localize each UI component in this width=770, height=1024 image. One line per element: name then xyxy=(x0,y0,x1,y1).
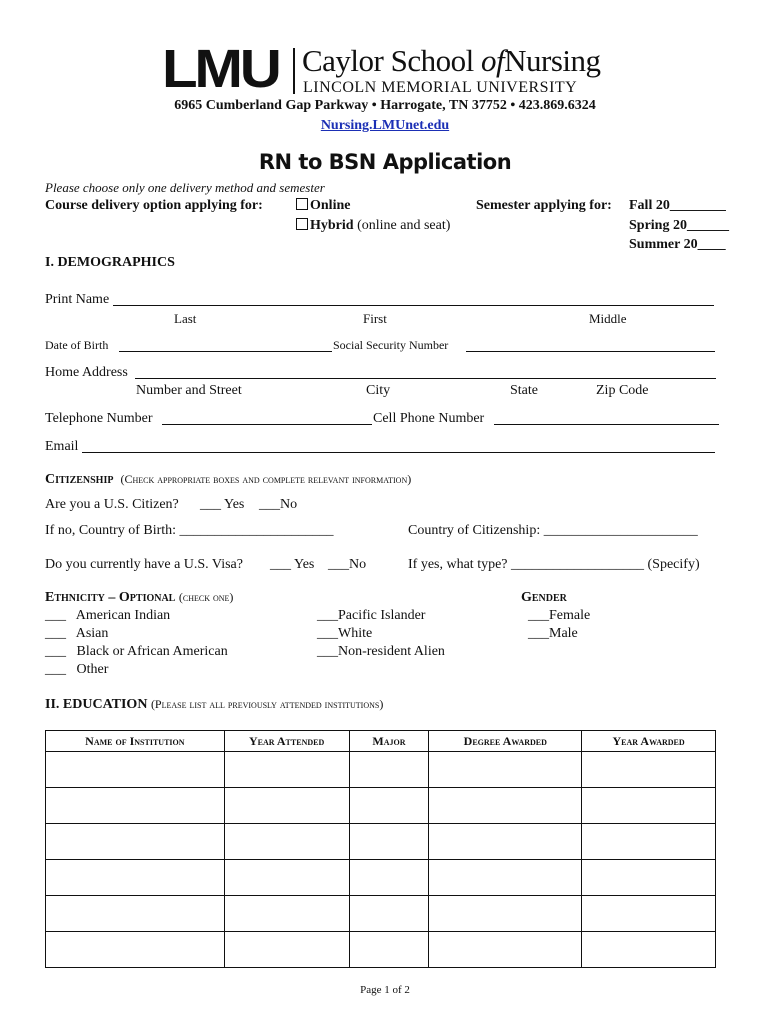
semester-label: Semester applying for: xyxy=(476,198,612,213)
col-name-of-institution: Name of Institution xyxy=(46,731,225,752)
education-heading: II. EDUCATION (Please list all previously attended institutions) xyxy=(45,697,384,712)
country-of-birth-field[interactable]: If no, Country of Birth: ______________________ xyxy=(45,523,334,538)
table-row xyxy=(46,860,716,896)
state-label: State xyxy=(510,383,538,398)
us-citizen-question: Are you a U.S. Citizen? xyxy=(45,497,179,512)
dob-field[interactable] xyxy=(119,339,332,352)
table-cell[interactable] xyxy=(224,752,349,788)
table-row xyxy=(46,788,716,824)
table-cell[interactable] xyxy=(582,752,716,788)
page-number: Page 1 of 2 xyxy=(360,984,410,996)
table-cell[interactable] xyxy=(582,824,716,860)
email-label: Email xyxy=(45,439,79,454)
email-field[interactable] xyxy=(82,440,715,453)
table-cell[interactable] xyxy=(46,824,225,860)
table-cell[interactable] xyxy=(224,860,349,896)
city-label: City xyxy=(366,383,391,398)
ethnicity-pacific-islander[interactable]: ___Pacific Islander xyxy=(317,608,426,623)
table-cell[interactable] xyxy=(582,932,716,968)
home-address-field[interactable] xyxy=(135,366,716,379)
hybrid-checkbox[interactable] xyxy=(296,218,308,230)
zip-label: Zip Code xyxy=(596,383,649,398)
table-row xyxy=(46,896,716,932)
col-major: Major xyxy=(349,731,429,752)
table-cell[interactable] xyxy=(429,824,582,860)
logo-divider xyxy=(293,48,295,94)
instructions: Please choose only one delivery method and semester xyxy=(45,180,325,195)
table-row xyxy=(46,932,716,968)
semester-fall[interactable]: Fall 20________ xyxy=(629,198,726,213)
online-option[interactable]: Online xyxy=(296,198,350,214)
table-cell[interactable] xyxy=(224,824,349,860)
home-address-label: Home Address xyxy=(45,365,128,380)
address-line: 6965 Cumberland Gap Parkway • Harrogate, TN 37752 • 423.869.6324 xyxy=(174,98,596,113)
cell-field[interactable] xyxy=(494,412,719,425)
us-citizen-no[interactable]: ___No xyxy=(259,497,298,512)
table-cell[interactable] xyxy=(46,860,225,896)
col-year-attended: Year Attended xyxy=(224,731,349,752)
semester-summer[interactable]: Summer 20____ xyxy=(629,237,726,252)
visa-no[interactable]: ___No xyxy=(328,557,367,572)
table-cell[interactable] xyxy=(429,896,582,932)
last-label: Last xyxy=(174,311,197,326)
visa-question: Do you currently have a U.S. Visa? xyxy=(45,557,243,572)
table-cell[interactable] xyxy=(582,860,716,896)
street-label: Number and Street xyxy=(136,383,242,398)
ssn-field[interactable] xyxy=(466,339,715,352)
table-cell[interactable] xyxy=(46,788,225,824)
telephone-label: Telephone Number xyxy=(45,411,153,426)
table-cell[interactable] xyxy=(349,932,429,968)
gender-male[interactable]: ___Male xyxy=(528,626,578,641)
table-cell[interactable] xyxy=(582,896,716,932)
ethnicity-heading: Ethnicity – Optional (check one) xyxy=(45,590,234,605)
table-cell[interactable] xyxy=(429,860,582,896)
table-cell[interactable] xyxy=(429,788,582,824)
website-link[interactable]: Nursing.LMUnet.edu xyxy=(320,118,450,133)
us-citizen-yes[interactable]: ___ Yes xyxy=(200,497,245,512)
col-degree-awarded: Degree Awarded xyxy=(429,731,582,752)
table-cell[interactable] xyxy=(582,788,716,824)
print-name-label: Print Name xyxy=(45,292,110,307)
demographics-heading: I. DEMOGRAPHICS xyxy=(45,255,175,270)
gender-heading: Gender xyxy=(521,590,567,605)
table-header-row xyxy=(46,731,716,752)
table-cell[interactable] xyxy=(224,932,349,968)
table-cell[interactable] xyxy=(224,896,349,932)
col-year-awarded: Year Awarded xyxy=(582,731,716,752)
gender-female[interactable]: ___Female xyxy=(528,608,591,623)
visa-type-field[interactable]: If yes, what type? ___________________ (Specify) xyxy=(408,557,700,572)
ethnicity-other[interactable]: ___ Other xyxy=(45,662,109,677)
delivery-label: Course delivery option applying for: xyxy=(45,198,263,213)
ethnicity-american-indian[interactable]: ___ American Indian xyxy=(45,608,171,623)
visa-yes[interactable]: ___ Yes xyxy=(270,557,315,572)
ethnicity-white[interactable]: ___White xyxy=(317,626,373,641)
first-label: First xyxy=(363,311,387,326)
citizenship-heading: Citizenship (Check appropriate boxes and complete relevant information) xyxy=(45,472,412,487)
table-cell[interactable] xyxy=(46,752,225,788)
online-checkbox[interactable] xyxy=(296,198,308,210)
education-table xyxy=(45,730,716,968)
table-cell[interactable] xyxy=(429,932,582,968)
table-row xyxy=(46,824,716,860)
middle-label: Middle xyxy=(589,311,627,326)
semester-spring[interactable]: Spring 20______ xyxy=(629,218,729,233)
hybrid-option[interactable]: Hybrid (online and seat) xyxy=(296,218,450,234)
table-cell[interactable] xyxy=(46,932,225,968)
table-cell[interactable] xyxy=(349,752,429,788)
ethnicity-non-resident-alien[interactable]: ___Non-resident Alien xyxy=(317,644,445,659)
table-cell[interactable] xyxy=(349,896,429,932)
dob-label: Date of Birth xyxy=(45,338,109,352)
table-cell[interactable] xyxy=(349,788,429,824)
table-cell[interactable] xyxy=(224,788,349,824)
table-cell[interactable] xyxy=(349,860,429,896)
ethnicity-asian[interactable]: ___ Asian xyxy=(45,626,109,641)
page-title: RN to BSN Application xyxy=(258,150,512,174)
ssn-label: Social Security Number xyxy=(333,338,449,352)
cell-label: Cell Phone Number xyxy=(373,411,485,426)
school-name: Caylor School ofNursing xyxy=(302,43,601,78)
country-of-citizenship-field[interactable]: Country of Citizenship: ______________________ xyxy=(408,523,698,538)
table-cell[interactable] xyxy=(46,896,225,932)
table-cell[interactable] xyxy=(429,752,582,788)
telephone-field[interactable] xyxy=(162,412,372,425)
print-name-field[interactable] xyxy=(113,293,714,306)
university-name: LINCOLN MEMORIAL UNIVERSITY xyxy=(303,79,578,96)
table-row xyxy=(46,752,716,788)
table-cell[interactable] xyxy=(349,824,429,860)
ethnicity-black[interactable]: ___ Black or African American xyxy=(45,644,228,659)
lmu-logo: LMU xyxy=(162,39,279,99)
